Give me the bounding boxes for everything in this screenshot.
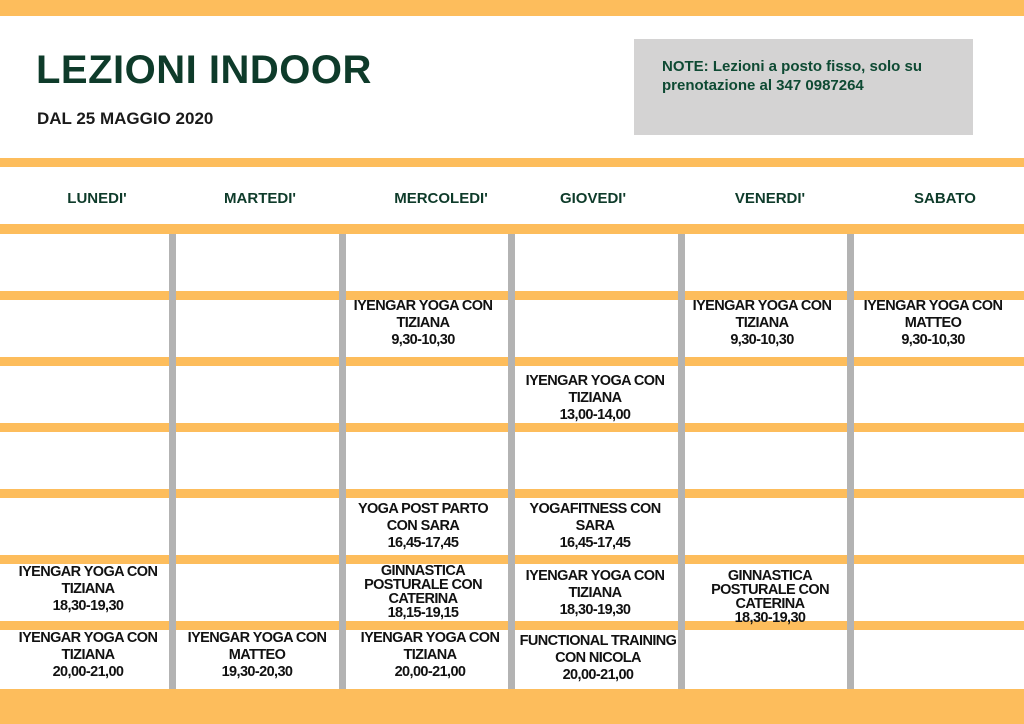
class-time: 18,15-19,15 [387,605,459,621]
class-name: IYENGAR YOGA CON MATTEO [863,298,1003,331]
class-cell-monday-evening [8,564,168,615]
class-name: IYENGAR YOGA CON TIZIANA [360,630,500,663]
class-time: 18,30-19,30 [52,598,124,614]
class-cell-monday-night [8,630,168,681]
class-name: IYENGAR YOGA CON TIZIANA [525,568,665,601]
class-time: 13,00-14,00 [559,407,631,423]
class-time: 16,45-17,45 [387,535,459,551]
column-divider [169,234,176,689]
day-header-saturday: SABATO [914,190,976,207]
class-cell-wednesday-afternoon [345,501,501,552]
class-cell-thursday-night [511,633,685,684]
class-cell-wednesday-morning [343,298,503,349]
day-header-friday: VENERDI' [734,190,806,207]
class-time: 20,00-21,00 [394,664,466,680]
class-time: 18,30-19,30 [559,602,631,618]
class-name: IYENGAR YOGA CON TIZIANA [18,564,158,597]
class-cell-friday-morning [682,298,842,349]
bottom-band [0,689,1024,724]
class-cell-saturday-morning [853,298,1013,349]
class-time: 9,30-10,30 [730,332,794,348]
class-time: 9,30-10,30 [901,332,965,348]
header-band-bottom [0,224,1024,234]
note-text: NOTE: Lezioni a posto fisso, solo su prenotazione al 347 0987264 [662,58,923,94]
class-name: YOGA POST PARTO CON SARA [357,501,489,534]
class-cell-wednesday-evening [348,564,498,620]
class-cell-friday-evening [692,569,848,625]
class-time: 18,30-19,30 [734,610,806,626]
class-name: GINNASTICA POSTURALE CON CATERINA [711,568,829,612]
class-time: 16,45-17,45 [559,535,631,551]
class-cell-tuesday-night [177,630,337,681]
class-cell-thursday-afternoon [525,501,665,552]
class-time: 9,30-10,30 [391,332,455,348]
class-name: YOGAFITNESS CON SARA [529,501,661,534]
header-band-top [0,158,1024,167]
class-name: IYENGAR YOGA CON TIZIANA [525,373,665,406]
class-time: 20,00-21,00 [52,664,124,680]
class-cell-thursday-evening [515,568,675,619]
column-divider [508,234,515,689]
day-header-wednesday: MERCOLEDI' [394,190,488,207]
class-name: IYENGAR YOGA CON MATTEO [187,630,327,663]
day-header-monday: LUNEDI' [67,190,127,207]
class-name: IYENGAR YOGA CON TIZIANA [692,298,832,331]
day-header-thursday: GIOVEDI' [559,190,627,207]
class-name: IYENGAR YOGA CON TIZIANA [18,630,158,663]
date-subtitle: DAL 25 MAGGIO 2020 [37,109,214,128]
class-cell-wednesday-night [350,630,510,681]
class-name: IYENGAR YOGA CON TIZIANA [353,298,493,331]
class-name: FUNCTIONAL TRAINING CON NICOLA [519,633,677,666]
page-title: LEZIONI INDOOR [36,48,372,92]
class-name: GINNASTICA POSTURALE CON CATERINA [364,563,482,607]
class-cell-thursday-midday [515,373,675,424]
day-header-tuesday: MARTEDI' [224,190,296,207]
note-box [634,39,973,135]
class-time: 19,30-20,30 [221,664,293,680]
top-band [0,0,1024,16]
class-time: 20,00-21,00 [562,667,634,683]
